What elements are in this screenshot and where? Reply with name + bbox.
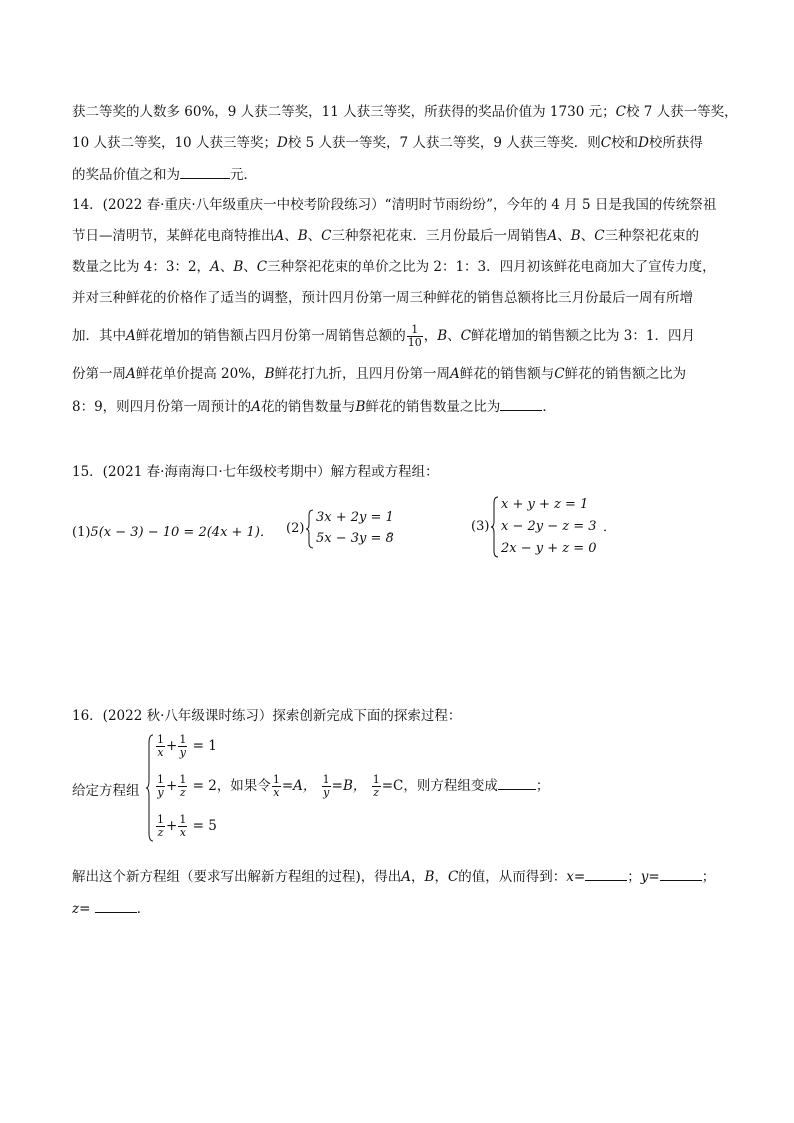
fraction	[156, 814, 165, 839]
plus: +	[166, 818, 178, 834]
var: C	[615, 104, 626, 120]
text: =A，	[281, 778, 317, 794]
question-title: 16．(2022 秋·八年级课时练习）探索创新完成下面的探索过程：	[72, 708, 462, 724]
text: 鲜花的销售额之比为	[564, 366, 687, 382]
var: A	[126, 328, 136, 344]
denominator: z	[373, 786, 380, 799]
var: B	[437, 328, 448, 344]
label: 给定方程组	[72, 783, 140, 799]
text: 、	[219, 259, 234, 275]
part-label: (3)	[471, 519, 490, 534]
text: 元．	[230, 167, 257, 183]
text: 、	[557, 228, 571, 244]
equation: 5(x − 3) − 10 = 2(4x + 1)．	[90, 525, 273, 540]
q16-title	[72, 706, 461, 726]
var: z	[72, 901, 80, 917]
answer-blank[interactable]	[180, 164, 230, 179]
fraction	[178, 774, 187, 799]
fraction	[272, 774, 281, 799]
numerator: 1	[322, 773, 330, 786]
numerator: 1	[179, 773, 187, 786]
fraction	[372, 774, 381, 799]
denominator: z	[157, 826, 164, 839]
text: ；	[535, 778, 550, 794]
question-title: 14．(2022 春·重庆·八年级重庆一中校考阶段练习）“清明时节雨纷纷”，今年的 4 月 5 日是我国的传统祭祖	[72, 197, 717, 213]
fraction-one-tenth	[407, 324, 423, 349]
numerator: 1	[179, 733, 187, 746]
equation: 5x − 3y = 8	[316, 531, 394, 546]
system-row-1	[155, 734, 217, 759]
text: 获二等奖的人数多 60%，9 人获二等奖，11 人获三等奖，所获得的奖品价值为 1730 元；	[72, 104, 616, 120]
numerator: 1	[157, 813, 164, 826]
denominator: y	[157, 786, 164, 799]
var: C	[594, 228, 605, 244]
text: 数量之比为 4：3：2，	[72, 259, 211, 275]
text: 鲜花增加的销售额占四月份第一周销售总额的	[135, 328, 406, 344]
q15-part-2	[286, 509, 406, 549]
text: 、	[284, 228, 298, 244]
denominator: x	[157, 746, 164, 759]
text: =B，	[331, 778, 367, 794]
var: x	[566, 869, 574, 885]
text: 、	[243, 259, 257, 275]
fraction	[156, 774, 165, 799]
text: =	[648, 869, 660, 885]
text: 8：9，则四月份第一周预计的	[72, 399, 252, 415]
var: C	[321, 228, 332, 244]
q13-line-2	[72, 133, 703, 153]
text: 、	[580, 228, 595, 244]
left-brace	[145, 734, 155, 842]
text: =C，则方程组变成	[381, 778, 498, 794]
equation: x + y + z = 1	[501, 497, 589, 512]
text: =	[79, 901, 91, 917]
var: C	[447, 869, 459, 885]
text: 校 5 人获一等奖，7 人获二等奖，9 人获三等奖．则	[287, 135, 601, 151]
text: 鲜花增加的销售额之比为 3：1．四月	[471, 328, 695, 344]
text: ，	[411, 869, 425, 885]
fraction	[322, 774, 331, 799]
text: 校 7 人获一等奖，	[625, 104, 738, 120]
answer-blank[interactable]	[500, 396, 542, 411]
var: B	[297, 228, 308, 244]
var: C	[600, 135, 612, 151]
q14-line-4	[72, 288, 693, 308]
text: 三种祭祀花束的单价之比为 2：1：3．四月初该鲜花电商加大了宣传力度，	[267, 259, 716, 275]
text: 加．其中	[72, 328, 126, 344]
text: ，	[423, 328, 438, 344]
q15-title	[72, 462, 439, 482]
text: 的奖品价值之和为	[72, 167, 180, 183]
var: A	[547, 228, 558, 244]
q15-part-3	[471, 496, 621, 558]
var: B	[424, 869, 435, 885]
question-title: 15．(2021 春·海南海口·七年级校考期中）解方程或方程组：	[72, 464, 439, 480]
var: A	[126, 366, 136, 382]
numerator: 1	[179, 813, 187, 826]
denominator: z	[179, 786, 186, 799]
plus: +	[166, 778, 178, 794]
answer-blank-z[interactable]	[95, 898, 137, 913]
q14-line-3	[72, 257, 716, 277]
var: A	[251, 399, 261, 415]
answer-blank[interactable]	[498, 775, 536, 790]
text: 的值，从而得到：	[458, 869, 567, 885]
part-label: (1)	[72, 525, 91, 540]
text: 份第一周	[72, 366, 126, 382]
rhs: = 5	[192, 818, 217, 834]
numerator: 1	[272, 773, 280, 786]
text: ．	[136, 901, 151, 917]
answer-blank-x[interactable]	[585, 866, 627, 881]
numerator: 1	[157, 773, 164, 786]
text: 三种祭祀花束．三月份最后一周销售	[331, 228, 548, 244]
var: D	[638, 135, 649, 151]
text: ；	[627, 869, 641, 885]
part-label: (2)	[286, 521, 305, 536]
q16-z-line	[72, 898, 150, 919]
q14-line-1	[72, 195, 716, 215]
denominator: x	[273, 786, 280, 799]
q13-line-1	[72, 102, 738, 122]
text: 节日—清明节，某鲜花电商特推出	[72, 228, 275, 244]
var: C	[256, 259, 268, 275]
q16-system	[72, 734, 752, 844]
text: 、	[307, 228, 322, 244]
denominator: y	[179, 746, 186, 759]
text: 并对三种鲜花的价格作了适当的调整，预计四月份第一周三种鲜花的销售总额将比三月份最后一周有所增	[72, 290, 693, 306]
var: y	[640, 869, 649, 885]
q14-line-7	[72, 396, 556, 417]
text: 校所获得	[648, 135, 703, 151]
var: C	[460, 328, 472, 344]
rhs: = 2	[192, 778, 217, 794]
left-brace	[490, 496, 500, 558]
text: 校和	[611, 135, 639, 151]
var: B	[233, 259, 244, 275]
denominator: x	[179, 826, 186, 839]
equation: 3x + 2y = 1	[316, 510, 394, 525]
text: ；	[701, 869, 716, 885]
fraction	[178, 814, 187, 839]
var: A	[210, 259, 220, 275]
numerator: 1	[157, 733, 164, 746]
var: A	[401, 869, 412, 885]
q16-solve-line	[72, 866, 715, 887]
var: B	[264, 366, 275, 382]
text: ．	[603, 520, 617, 535]
fraction	[178, 734, 187, 759]
system-row-3	[155, 814, 217, 839]
equation: x − 2y − z = 3	[501, 519, 597, 534]
numerator: 1	[372, 773, 380, 786]
text: 、	[447, 328, 461, 344]
text: 鲜花打九折，且四月份第一周	[274, 366, 450, 382]
q14-line-2	[72, 226, 699, 246]
equation: 2x − y + z = 0	[501, 541, 597, 556]
text: 10 人获二等奖，10 人获三等奖；	[72, 135, 277, 151]
answer-blank-y[interactable]	[660, 866, 702, 881]
text: 鲜花单价提高 20%，	[135, 366, 265, 382]
plus: +	[166, 738, 178, 754]
numerator: 1	[407, 324, 423, 337]
rhs: = 1	[192, 738, 217, 754]
denominator: y	[323, 786, 330, 799]
text: 鲜花的销售额与	[459, 366, 555, 382]
left-brace	[305, 509, 315, 549]
text: =	[573, 869, 586, 885]
var: B	[570, 228, 581, 244]
text: ，如果令	[216, 778, 271, 794]
var: A	[274, 228, 285, 244]
q15-part-1	[72, 521, 273, 540]
q14-line-5	[72, 324, 695, 349]
var: C	[554, 366, 565, 382]
text: ．	[542, 399, 556, 415]
q13-line-3	[72, 164, 257, 185]
fraction	[156, 734, 165, 759]
denominator: 10	[407, 336, 422, 349]
text: ．	[388, 523, 402, 538]
q14-line-6	[72, 364, 686, 384]
var: B	[355, 399, 366, 415]
system-row-2	[155, 774, 549, 799]
text: 解出这个新方程组（要求写出解新方程组的过程)，得出	[72, 869, 402, 885]
text: 花的销售数量与	[260, 399, 356, 415]
var: D	[276, 135, 288, 151]
text: 鲜花的销售数量之比为	[365, 399, 501, 415]
var: A	[449, 366, 460, 382]
text: ，	[434, 869, 448, 885]
text: 三种祭祀花束的	[604, 228, 700, 244]
